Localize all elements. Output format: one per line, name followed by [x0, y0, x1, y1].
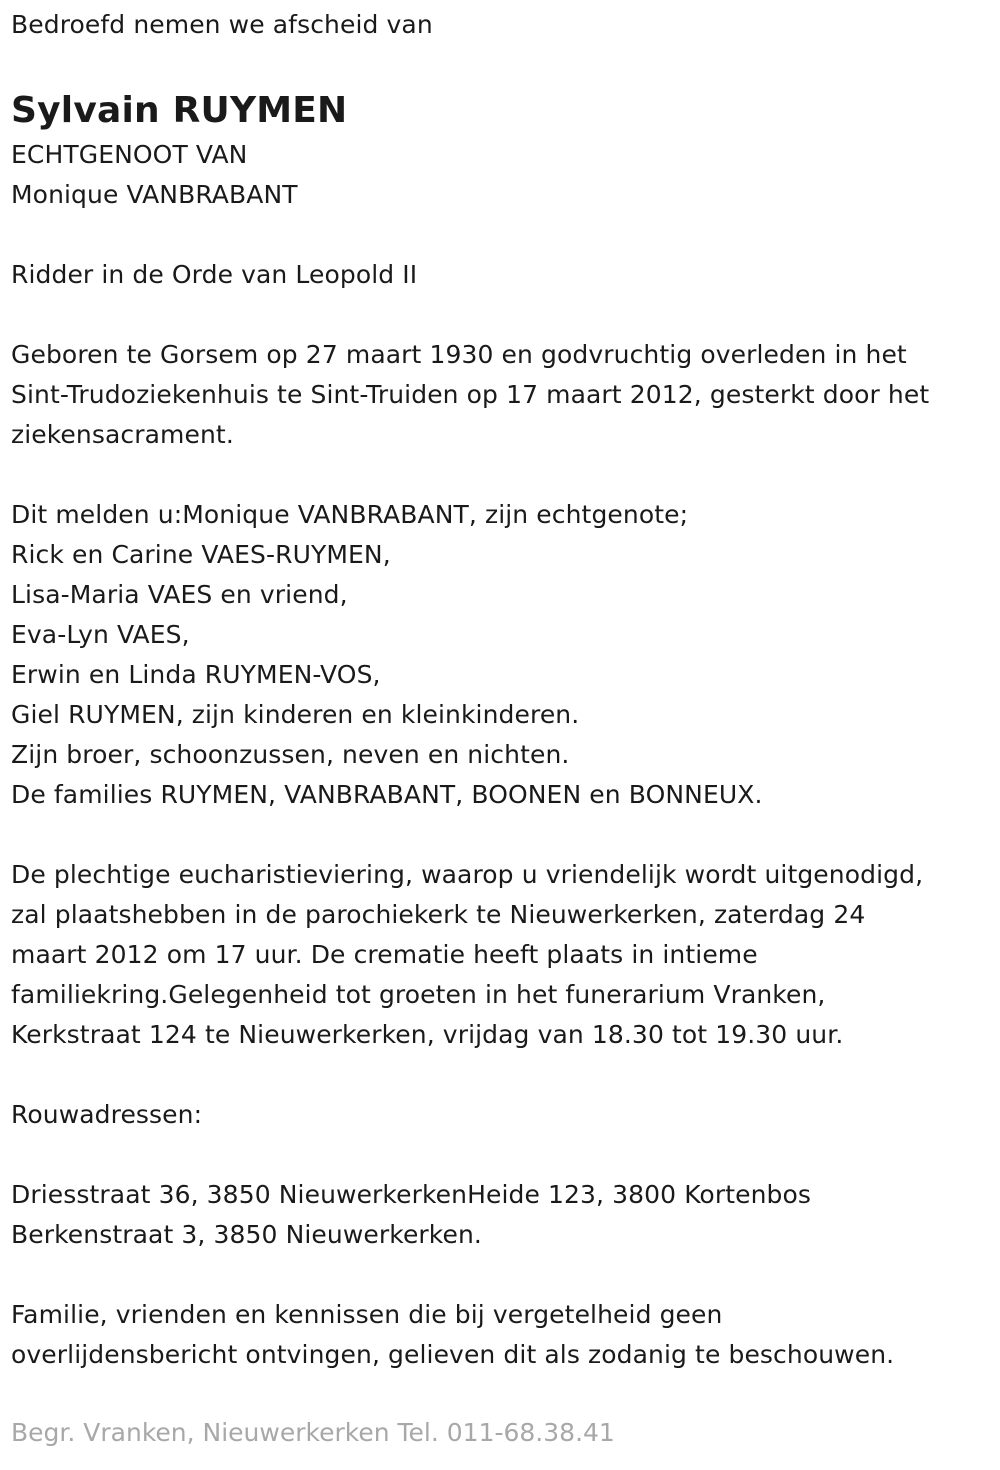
paragraph-line: De plechtige eucharistieviering, waarop u vriendelijk wordt uitgenodigd,: [11, 860, 924, 889]
announcers-list: [11, 495, 991, 815]
announcer-line: Rick en Carine VAES-RUYMEN,: [11, 540, 391, 569]
paragraph-line: Kerkstraat 124 te Nieuwerkerken, vrijdag van 18.30 tot 19.30 uur.: [11, 1020, 844, 1049]
obituary-notice: [11, 0, 991, 1375]
spacer: [11, 1135, 991, 1175]
spouse-name: Monique VANBRABANT: [11, 180, 298, 209]
deceased-name: Sylvain RUYMEN: [11, 90, 348, 131]
announcer-line: Eva-Lyn VAES,: [11, 620, 190, 649]
intro-text: Bedroefd nemen we afscheid van: [11, 10, 433, 39]
paragraph-line: ziekensacrament.: [11, 420, 234, 449]
address-line: Driesstraat 36, 3850 NieuwerkerkenHeide 123, 3800 Kortenbos: [11, 1180, 812, 1209]
spacer: [11, 455, 991, 495]
announcer-line: Dit melden u:Monique VANBRABANT, zijn echtgenote;: [11, 500, 689, 529]
announcer-line: Lisa-Maria VAES en vriend,: [11, 580, 348, 609]
address-line: Berkenstraat 3, 3850 Nieuwerkerken.: [11, 1220, 482, 1249]
paragraph-line: Familie, vrienden en kennissen die bij vergetelheid geen: [11, 1300, 723, 1329]
birth-death-paragraph: [11, 335, 991, 455]
spacer: [11, 1055, 991, 1095]
paragraph-line: Geboren te Gorsem op 27 maart 1930 en godvruchtig overleden in het: [11, 340, 907, 369]
funeral-home-footer: Begr. Vranken, Nieuwerkerken Tel. 011-68.38.41: [11, 1418, 615, 1447]
announcer-line: Zijn broer, schoonzussen, neven en nichten.: [11, 740, 570, 769]
spacer: [11, 215, 991, 255]
paragraph-line: zal plaatshebben in de parochiekerk te Nieuwerkerken, zaterdag 24: [11, 900, 866, 929]
paragraph-line: familiekring.Gelegenheid tot groeten in het funerarium Vranken,: [11, 980, 826, 1009]
addresses-list: [11, 1175, 991, 1255]
announcer-line: Giel RUYMEN, zijn kinderen en kleinkinderen.: [11, 700, 580, 729]
paragraph-line: maart 2012 om 17 uur. De crematie heeft plaats in intieme: [11, 940, 758, 969]
addresses-label: Rouwadressen:: [11, 1100, 203, 1129]
paragraph-line: overlijdensbericht ontvingen, gelieven dit als zodanig te beschouwen.: [11, 1340, 895, 1369]
announcer-line: Erwin en Linda RUYMEN-VOS,: [11, 660, 381, 689]
spouse-label: ECHTGENOOT VAN: [11, 140, 248, 169]
spacer: [11, 295, 991, 335]
honor-text: Ridder in de Orde van Leopold II: [11, 260, 418, 289]
spacer: [11, 1255, 991, 1295]
ceremony-paragraph: [11, 855, 991, 1055]
closing-paragraph: [11, 1295, 991, 1375]
announcer-line: De families RUYMEN, VANBRABANT, BOONEN en BONNEUX.: [11, 780, 763, 809]
paragraph-line: Sint-Trudoziekenhuis te Sint-Truiden op 17 maart 2012, gesterkt door het: [11, 380, 930, 409]
spacer: [11, 815, 991, 855]
